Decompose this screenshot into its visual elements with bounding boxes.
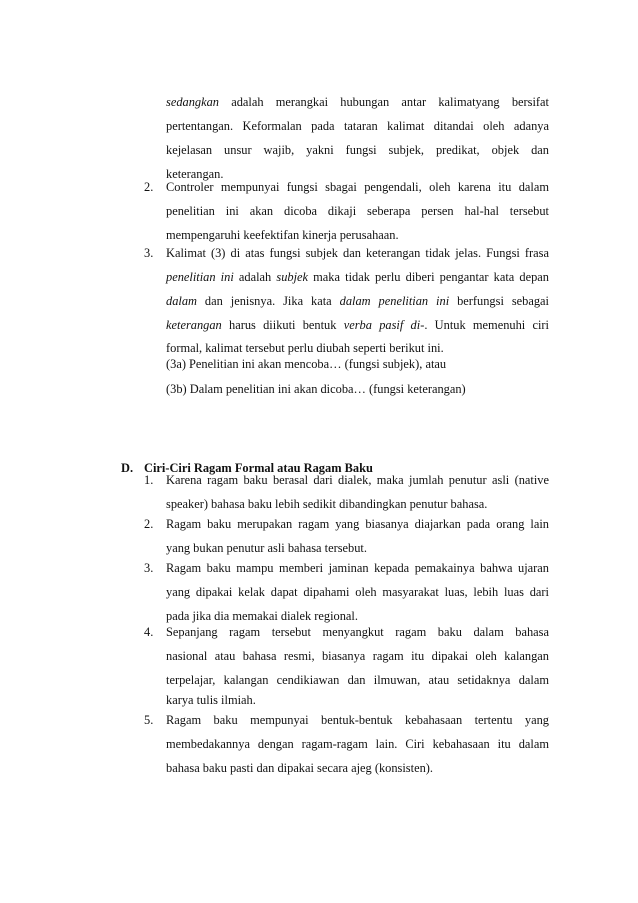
d-item4-line-2: nasional atau bahasa resmi, biasanya ragam itu dipakai oleh kalangan (166, 649, 549, 663)
d-item2-line-1: Ragam baku merupakan ragam yang biasanya diajarkan pada orang lain (166, 517, 549, 531)
d-item4-line-4: karya tulis ilmiah. (166, 693, 256, 707)
item3-line-4: keterangan harus diikuti bentuk verba pasif di-. Untuk memenuhi ciri (166, 318, 549, 332)
d-item5-line-2: membedakannya dengan ragam-ragam lain. Ciri kebahasaan itu dalam (166, 737, 549, 751)
list-number: 3. (144, 561, 154, 575)
list-number: 4. (144, 625, 154, 639)
d-item1-line-2: speaker) bahasa baku lebih sedikit dibandingkan penutur bahasa. (166, 497, 488, 511)
list-number: 2. (144, 180, 154, 194)
d-item5-line-1: Ragam baku mempunyai bentuk-bentuk kebahasaan tertentu yang (166, 713, 549, 727)
item2-line-1: Controler mempunyai fungsi sbagai pengendali, oleh karena itu dalam (166, 180, 549, 194)
item3-line-5: formal, kalimat tersebut perlu diubah seperti berikut ini. (166, 341, 444, 355)
item3-line-1: Kalimat (3) di atas fungsi subjek dan keterangan tidak jelas. Fungsi frasa (166, 246, 549, 260)
d-item4-line-1: Sepanjang ragam tersebut menyangkut ragam baku dalam bahasa (166, 625, 549, 639)
section-title: Ciri-Ciri Ragam Formal atau Ragam Baku (144, 461, 373, 475)
list-number: 3. (144, 246, 154, 260)
continuation-line-1: sedangkan adalah merangkai hubungan antar kalimatyang bersifat (166, 95, 549, 109)
d-item5-line-3: bahasa baku pasti dan dipakai secara ajeg (konsisten). (166, 761, 433, 775)
list-number: 1. (144, 473, 154, 487)
item2-line-3: mempengaruhi keefektifan kinerja perusahaan. (166, 228, 399, 242)
d-item3-line-2: yang dipakai kelak dapat dipahami oleh masyarakat luas, lebih luas dari (166, 585, 549, 599)
d-item2-line-2: yang bukan penutur asli bahasa tersebut. (166, 541, 367, 555)
italic-term: sedangkan (166, 95, 219, 109)
item3-line-2: penelitian ini adalah subjek maka tidak perlu diberi pengantar kata depan (166, 270, 549, 284)
item3-line-3: dalam dan jenisnya. Jika kata dalam penelitian ini berfungsi sebagai (166, 294, 549, 308)
item2-line-2: penelitian ini akan dicoba dikaji seberapa persen hal-hal tersebut (166, 204, 549, 218)
list-number: 2. (144, 517, 154, 531)
section-letter: D. (121, 461, 134, 475)
example-3b: (3b) Dalam penelitian ini akan dicoba… (fungsi keterangan) (166, 382, 466, 396)
example-3a: (3a) Penelitian ini akan mencoba… (fungsi subjek), atau (166, 357, 447, 371)
continuation-line-2: pertentangan. Keformalan pada tataran kalimat ditandai oleh adanya (166, 119, 549, 133)
list-number: 5. (144, 713, 154, 727)
continuation-line-4: keterangan. (166, 167, 224, 181)
continuation-line-3: kejelasan unsur wajib, yakni fungsi subjek, predikat, objek dan (166, 143, 549, 157)
d-item3-line-1: Ragam baku mampu memberi jaminan kepada pemakainya bahwa ujaran (166, 561, 549, 575)
d-item4-line-3: terpelajar, kalangan cendikiawan dan ilmuwan, atau setidaknya dalam (166, 673, 549, 687)
d-item1-line-1: Karena ragam baku berasal dari dialek, maka jumlah penutur asli (native (166, 473, 549, 487)
d-item3-line-3: pada jika dia memakai dialek regional. (166, 609, 358, 623)
